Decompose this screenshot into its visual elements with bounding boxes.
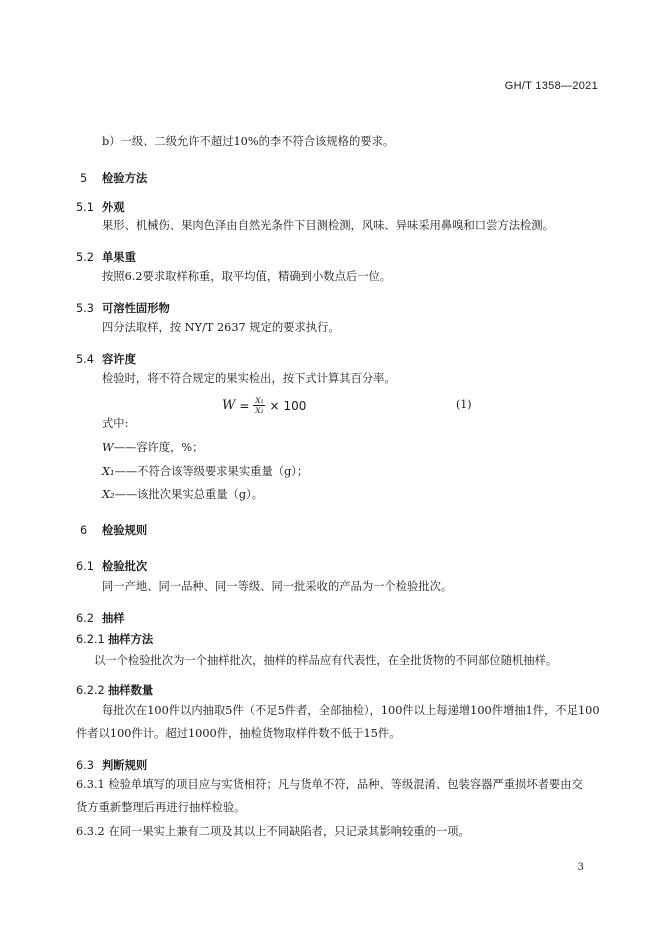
formula-denominator: X₂ (255, 406, 264, 415)
section-5-3-text: 四分法取样，按 NY/T 2637 规定的要求执行。 (102, 321, 340, 334)
rule-6-3-1-line2: 货方重新整理后再进行抽样检验。 (76, 801, 246, 814)
section-number: 5.4 (76, 353, 94, 366)
section-5-1-heading (76, 199, 125, 215)
section-6-2-1-heading (76, 631, 153, 647)
section-6-2-2-text-line2: 件者以100件计。超过1000件，抽检货物取样件数不低于15件。 (76, 727, 401, 740)
definition-x1 (102, 464, 308, 480)
definition-w (102, 440, 203, 456)
section-number: 6.2 (76, 612, 94, 625)
section-title: 检验方法 (102, 172, 148, 185)
section-title: 检验规则 (102, 524, 148, 537)
section-number: 5.3 (76, 302, 94, 315)
equation-number: (1) (456, 398, 472, 411)
section-title: 抽样数量 (108, 684, 154, 697)
formula-times: × (269, 398, 280, 413)
section-5-4-heading (76, 351, 136, 367)
formula-equals: = (239, 398, 250, 413)
section-number: 6.1 (76, 560, 94, 573)
section-6-heading (80, 522, 147, 538)
standard-code: GH/T 1358—2021 (504, 80, 598, 92)
section-title: 可溶性固形物 (102, 302, 170, 315)
item-b-text: b）一级、二级允许不超过10%的李不符合该规格的要求。 (102, 135, 395, 148)
definition-symbol: W (102, 441, 114, 454)
section-title: 判断规则 (102, 759, 148, 772)
section-number: 6 (80, 524, 88, 537)
section-number: 6.3 (76, 759, 94, 772)
definition-symbol: X₂ (102, 488, 115, 501)
section-5-3-heading (76, 300, 170, 316)
definition-symbol: X₁ (102, 465, 115, 478)
section-5-2-heading (76, 249, 136, 265)
section-number: 5.2 (76, 251, 94, 264)
section-6-3-heading (76, 757, 147, 773)
section-6-2-1-text: 以一个检验批次为一个抽样批次，抽样的样品应有代表性，在全批货物的不同部位随机抽样。 (94, 654, 558, 667)
section-title: 外观 (102, 201, 125, 214)
section-number: 5.1 (76, 201, 94, 214)
section-title: 检验批次 (102, 560, 148, 573)
definition-desc: ——不符合该等级要求果实重量（g）； (114, 465, 309, 478)
section-6-2-2-text-line1: 每批次在100件以内抽取5件（不足5件者，全部抽检），100件以上每递增100件增抽1件，不足100 (102, 704, 600, 717)
section-5-heading (80, 170, 147, 186)
section-title: 抽样方法 (108, 633, 154, 646)
definition-desc: ——容许度，%； (113, 441, 204, 454)
section-6-1-text: 同一产地、同一品种、同一等级、同一批采收的产品为一个检验批次。 (102, 580, 453, 593)
section-5-2-text: 按照6.2要求取样称重，取平均值，精确到小数点后一位。 (102, 270, 392, 283)
tolerance-formula (222, 396, 306, 415)
section-title: 容许度 (102, 353, 136, 366)
section-5-1-text: 果形、机械伤、果肉色泽由自然光条件下目测检测，风味、异味采用鼻嗅和口尝方法检测。 (102, 219, 554, 232)
formula-numerator: X₁ (255, 396, 264, 405)
section-6-1-heading (76, 558, 147, 574)
section-number: 6.2.1 (76, 633, 105, 646)
section-5-4-text: 检验时，将不符合规定的果实检出，按下式计算其百分率。 (102, 372, 396, 385)
section-number: 5 (80, 172, 88, 185)
section-title: 单果重 (102, 251, 136, 264)
section-6-2-heading (76, 610, 125, 626)
page-number: 3 (577, 862, 584, 873)
formula-lhs: W (222, 398, 236, 413)
rule-6-3-1-line1: 6.3.1 检验单填写的项目应与实货相符；凡与货单不符，品种、等级混淆、包装容器严重损坏者要由交 (76, 778, 583, 791)
formula-fraction (253, 396, 265, 415)
where-label: 式中: (102, 417, 129, 430)
section-number: 6.2.2 (76, 684, 105, 697)
section-title: 抽样 (102, 612, 125, 625)
formula-factor: 100 (283, 398, 307, 413)
section-6-2-2-heading (76, 682, 153, 698)
definition-desc: ——该批次果实总重量（g）。 (114, 488, 264, 501)
rule-6-3-2: 6.3.2 在同一果实上兼有二项及其以上不同缺陷者，只记录其影响较重的一项。 (76, 825, 470, 838)
definition-x2 (102, 487, 263, 503)
